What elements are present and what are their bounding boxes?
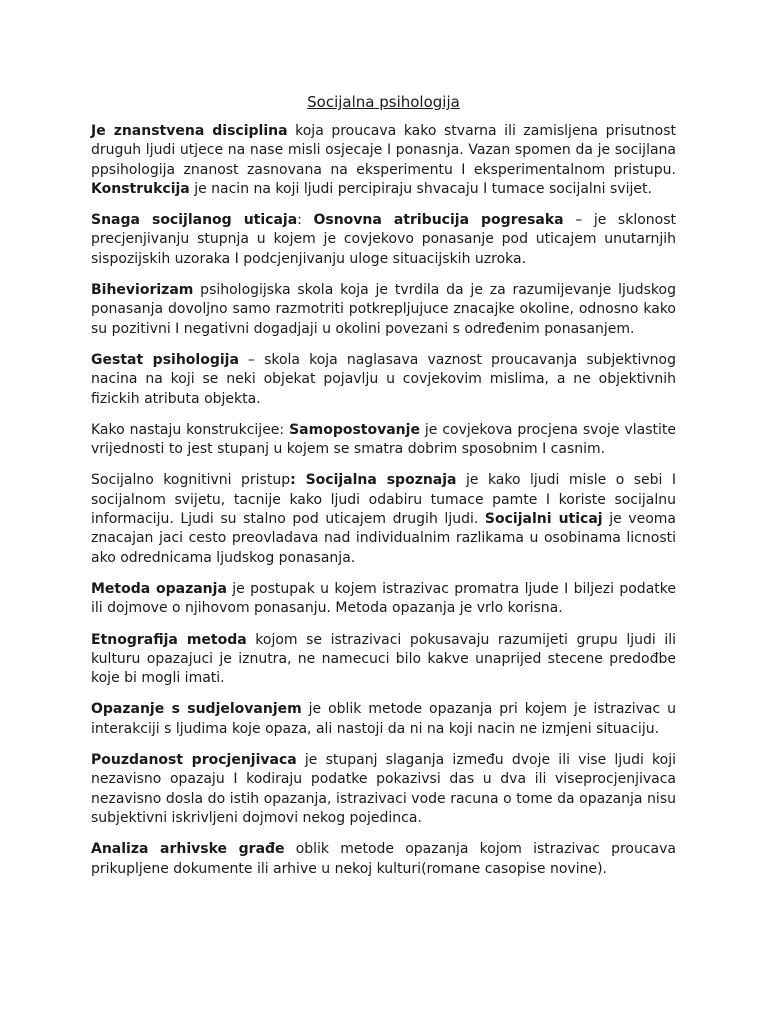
- bold-term: Je znanstvena disciplina: [91, 123, 288, 139]
- paragraph: [91, 281, 676, 339]
- text-segment: je postupak u kojem istrazivac promatra ljude I biljezi podatke ili dojmove o njihovom ponasanju. Metoda opazanja je vrlo korisna.: [91, 580, 676, 617]
- text-segment: je nacin na koji ljudi percipiraju shvacaju I tumace socijalni svijet.: [189, 180, 652, 197]
- bold-term: Snaga socijlanog uticaja: [91, 212, 298, 229]
- text-segment: oblik metode opazanja kojom istrazivac proucava prikupljene dokumente ili arhive u nekoj kulturi(romane casopise novine).: [91, 841, 676, 877]
- text-segment: je veoma znacajan jaci cesto preovladava nad individualnim razlikama u osobinama licnosti ako odrednicama ljudskog ponasanja.: [91, 511, 676, 566]
- document-body: [91, 122, 676, 879]
- bold-term: Biheviorizam: [91, 282, 194, 299]
- paragraph: [91, 351, 676, 409]
- bold-term: Gestat psihologija: [91, 351, 239, 368]
- text-segment: – je sklonost precjenjivanju stupnja u kojem je covjekovo ponasanje pod uticajem unutarnjih sispozijskih uzoraka I podcjenjivanju uloge situacijskih uzroka.: [91, 212, 676, 267]
- text-segment: :: [297, 212, 314, 229]
- bold-term: Opazanje s sudjelovanjem: [91, 701, 302, 718]
- paragraph: [91, 840, 676, 879]
- bold-term: Osnovna atribucija pogresaka: [313, 212, 564, 229]
- bold-term: Samopostovanje: [289, 421, 420, 438]
- paragraph: [91, 700, 676, 739]
- text-segment: koja proucava kako stvarna ili zamisljena prisutnost druguh ljudi utjece na nase misli osjecaje I ponasnja. Vazan spomen da je socijlana ppsihologija znanost zasnovana na eksperimentu I eksperimentalnom pristupu.: [91, 123, 676, 178]
- document-title: Socijalna psihologija: [307, 93, 460, 111]
- bold-term: Konstrukcija: [91, 180, 190, 197]
- text-segment: je kako ljudi misle o sebi I socijalnom svijetu, tacnije kako ljudi odabiru tumace pamte I koriste socijalnu informaciju. Ljudi su stalno pod uticajem drugih ljudi.: [91, 472, 677, 528]
- text-segment: psihologijska skola koja je tvrdila da je za razumijevanje ljudskog ponasanja dovoljno samo razmotriti potkrepljujuce znacajke okoline, odnosno kako su pozitivni I negativni dogadjaji u okolini povezani s određenim ponasanjem.: [91, 282, 676, 337]
- text-segment: kojom se istrazivaci pokusavaju razumijeti grupu ljudi ili kulturu opazajuci je iznutra, ne namecuci bilo kakve unaprijed stecene predođbe koje bi mogli imati.: [91, 631, 676, 687]
- text-segment: je oblik metode opazanja pri kojem je istrazivac u interakciji s ljudima koje opaza, ali nastoji da ni na koji nacin ne izmjeni situaciju.: [91, 701, 677, 737]
- text-segment: je covjekova procjena svoje vlastite vrijednosti to jest stupanj u kojem se smatra dobrim sposobnim I casnim.: [91, 421, 676, 458]
- text-segment: – skola koja naglasava vaznost proucavanja subjektivnog nacina na koji se neki objekat pojavlju u covjekovim mislima, a ne objektivnih fizickih atributa objekta.: [91, 351, 676, 407]
- paragraph: [91, 421, 676, 460]
- paragraph: [91, 471, 676, 567]
- bold-term: Pouzdanost procjenjivaca: [91, 752, 297, 769]
- text-segment: Kako nastaju konstrukcijee:: [91, 421, 290, 438]
- paragraph: [91, 751, 676, 828]
- bold-term: Socijalni uticaj: [484, 511, 603, 528]
- paragraph: [91, 122, 676, 199]
- paragraph: [91, 211, 676, 269]
- bold-term: Analiza arhivske građe: [91, 841, 285, 858]
- paragraph: [91, 580, 676, 619]
- paragraph: [91, 631, 676, 689]
- bold-term: : Socijalna spoznaja: [290, 472, 457, 489]
- bold-term: Etnografija metoda: [91, 631, 247, 648]
- bold-term: Metoda opazanja: [91, 580, 227, 597]
- text-segment: je stupanj slaganja između dvoje ili vise ljudi koji nezavisno opazaju I kodiraju podatke pokazivsi das u dva ili viseprocjenjivaca nezavisno dosla do istih opazanja, istrazivaci vode racuna o tome da opazanja nisu subjektivni iskrivljeni dojmovi nekog pojedinca.: [91, 752, 677, 826]
- text-segment: Socijalno kognitivni pristup: [91, 472, 291, 489]
